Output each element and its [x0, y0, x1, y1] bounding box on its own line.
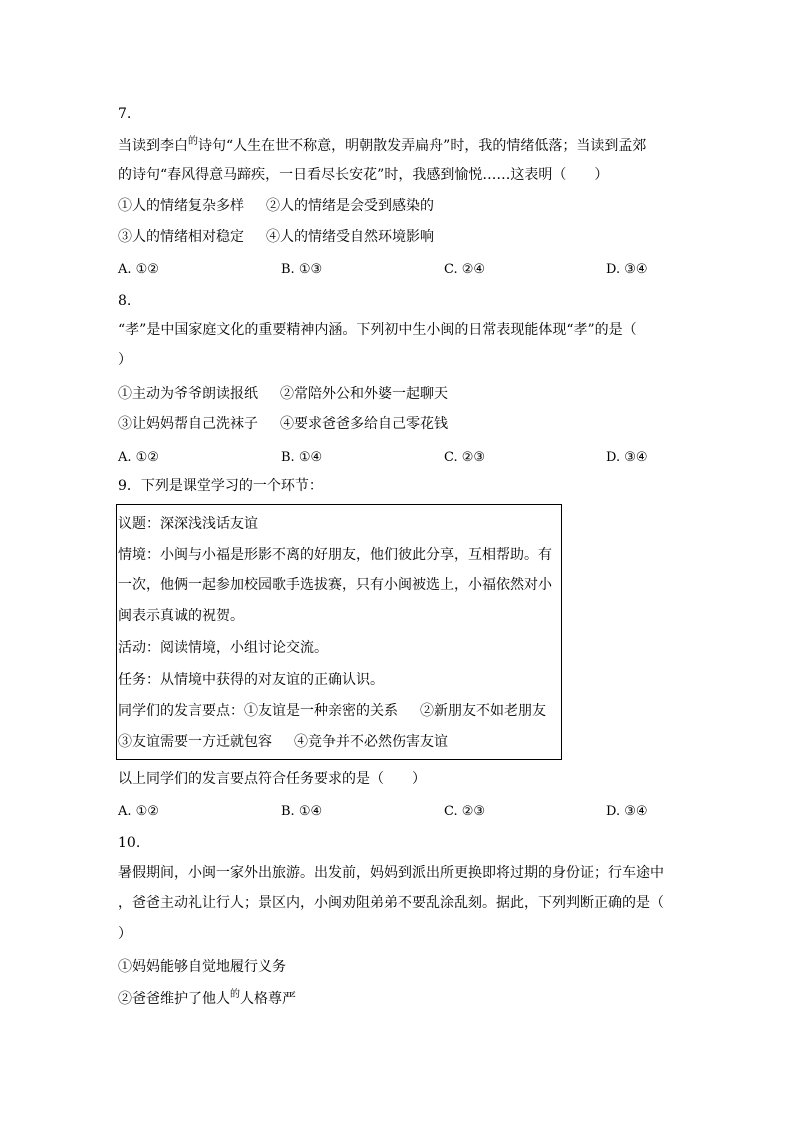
q8-option-c[interactable]: C. ②③ — [444, 450, 486, 465]
q8-item2: ②常陪外公和外婆一起聊天 — [280, 386, 448, 402]
q10-item1: ①妈妈能够自觉地履行义务 — [118, 959, 286, 975]
q7-stem-part: 诗句“人生在世不称意，明朝散发弄扁舟”时，我的情绪低落；当读到孟郊 — [198, 138, 647, 154]
q9-scene-line1: 情境：小闽与小福是形影不离的好朋友，他们彼此分享，互相帮助。有 — [118, 547, 552, 563]
q7-items-row2 — [118, 227, 434, 247]
q10-item2 — [118, 989, 296, 1009]
q7-stem-line2: 的诗句“春风得意马蹄疾，一日看尽长安花”时，我感到愉悦……这表明（ ） — [118, 167, 609, 183]
q9-activity: 活动：阅读情境，小组讨论交流。 — [118, 640, 328, 656]
q7-items-row1 — [118, 196, 434, 216]
q7-stem-line1 — [118, 136, 646, 156]
q9-question: 以上同学们的发言要点符合任务要求的是（ ） — [118, 771, 426, 787]
q9-point4: ④竞争并不必然伤害友谊 — [294, 734, 448, 750]
q9-scene-line3: 闽表示真诚的祝贺。 — [118, 608, 244, 624]
q9-option-c[interactable]: C. ②③ — [444, 804, 486, 819]
q10-number: 10. — [118, 835, 141, 851]
q9-option-d[interactable]: D. ③④ — [606, 804, 648, 819]
q8-item4: ④要求爸爸多给自己零花钱 — [280, 416, 448, 432]
q8-number: 8. — [118, 293, 132, 309]
q10-stem-line1: 暑假期间，小闽一家外出旅游。出发前，妈妈到派出所更换即将过期的身份证；行车途中 — [118, 865, 664, 881]
q7-option-a[interactable]: A. ①② — [118, 262, 159, 277]
q7-stem-sup: 的 — [188, 136, 198, 147]
q7-item3: ③人的情绪相对稳定 — [118, 229, 244, 245]
q10-item2-part: ②爸爸维护了他人 — [118, 991, 230, 1007]
q8-item3: ③让妈妈帮自己洗袜子 — [118, 416, 258, 432]
q10-item2-sup: 的 — [230, 989, 240, 1000]
q9-points-row1 — [118, 701, 546, 721]
q8-items-row1 — [118, 384, 448, 404]
q7-stem-part: 当读到李白 — [118, 138, 188, 154]
q8-stem-line2: ） — [118, 352, 132, 368]
q9-scene-line2: 一次，他俩一起参加校园歌手选拔赛，只有小闽被选上，小福依然对小 — [118, 577, 552, 593]
q9-topic: 议题：深深浅浅话友谊 — [118, 516, 258, 532]
q8-items-row2 — [118, 414, 448, 434]
q7-option-b[interactable]: B. ①③ — [281, 262, 323, 277]
q8-option-d[interactable]: D. ③④ — [606, 450, 648, 465]
q9-points-lead: 同学们的发言要点：①友谊是一种亲密的关系 — [118, 703, 398, 719]
q7-item2: ②人的情绪是会受到感染的 — [266, 198, 434, 214]
q7-item1: ①人的情绪复杂多样 — [118, 198, 244, 214]
q7-option-d[interactable]: D. ③④ — [606, 262, 648, 277]
q8-stem-line1: “孝”是中国家庭文化的重要精神内涵。下列初中生小闽的日常表现能体现“孝”的是（ — [118, 322, 637, 338]
q8-option-b[interactable]: B. ①④ — [281, 450, 323, 465]
q7-option-c[interactable]: C. ②④ — [444, 262, 486, 277]
q10-stem-line3: ） — [118, 926, 132, 942]
q9-points-row2 — [118, 732, 448, 752]
q8-option-a[interactable]: A. ①② — [118, 450, 159, 465]
q9-task: 任务：从情境中获得的对友谊的正确认识。 — [118, 672, 384, 688]
q7-number: 7. — [118, 106, 132, 122]
q7-item4: ④人的情绪受自然环境影响 — [266, 229, 434, 245]
q10-item2-part: 人格尊严 — [240, 991, 296, 1007]
q10-stem-line2: ，爸爸主动礼让行人；景区内，小闽劝阻弟弟不要乱涂乱刻。据此，下列判断正确的是（ — [118, 895, 664, 911]
q9-point2: ②新朋友不如老朋友 — [420, 703, 546, 719]
q9-stem: 9．下列是课堂学习的一个环节： — [118, 478, 323, 494]
q8-item1: ①主动为爷爷朗读报纸 — [118, 386, 258, 402]
q9-option-b[interactable]: B. ①④ — [281, 804, 323, 819]
q9-case-box — [116, 504, 562, 760]
q9-option-a[interactable]: A. ①② — [118, 804, 159, 819]
q9-point3: ③友谊需要一方迁就包容 — [118, 734, 272, 750]
